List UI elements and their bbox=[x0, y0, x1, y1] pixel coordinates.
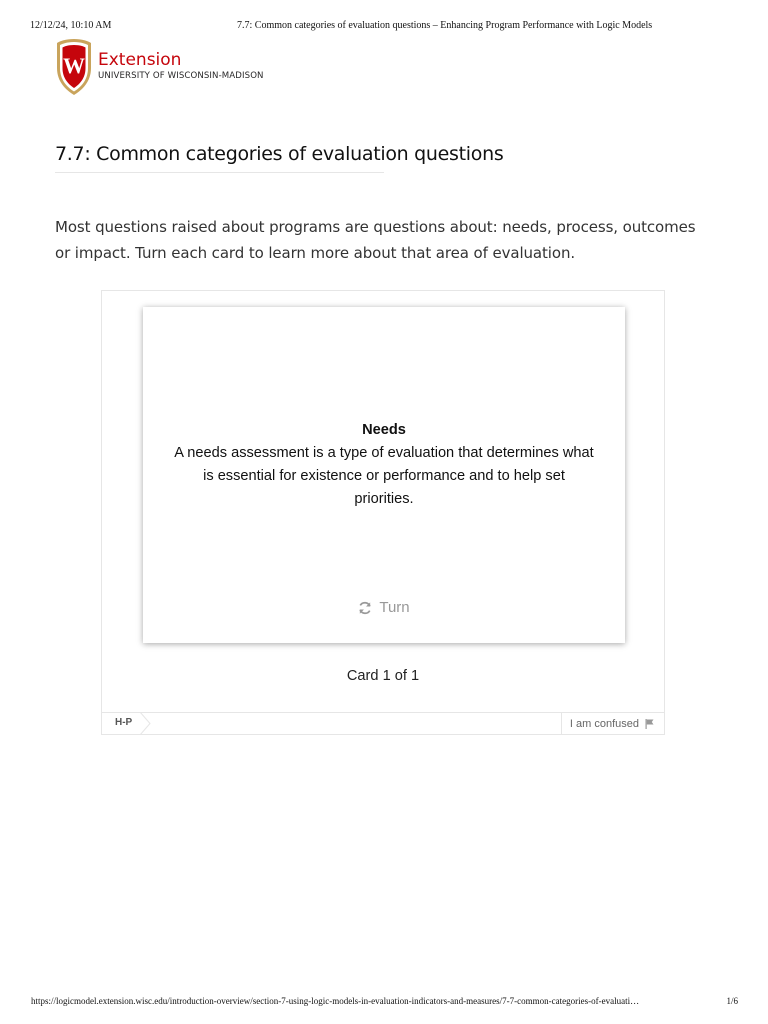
h5p-action-bar bbox=[102, 712, 664, 735]
uw-crest-icon bbox=[54, 38, 94, 96]
logo-university-text: UNIVERSITY OF WISCONSIN-MADISON bbox=[98, 71, 264, 81]
print-date: 12/12/24, 10:10 AM bbox=[30, 20, 112, 31]
turn-label: Turn bbox=[379, 599, 410, 616]
flag-icon bbox=[645, 719, 654, 729]
print-page-title: 7.7: Common categories of evaluation questions – Enhancing Program Performance with Logic Models bbox=[237, 20, 653, 31]
refresh-icon bbox=[358, 601, 372, 615]
intro-paragraph: Most questions raised about programs are questions about: needs, process, outcomes or impact. Turn each card to learn more about that area of evaluation. bbox=[55, 218, 696, 262]
flashcard-text: A needs assessment is a type of evaluation that determines what is essential for existence or performance and to help set priorities. bbox=[174, 445, 594, 507]
page-title: 7.7: Common categories of evaluation questions bbox=[55, 143, 504, 165]
flashcard[interactable] bbox=[143, 307, 625, 643]
card-counter: Card 1 of 1 bbox=[346, 668, 420, 684]
flashcard-content bbox=[143, 419, 625, 511]
chevron-right-icon bbox=[139, 712, 151, 735]
logo-extension-text: Extension bbox=[98, 50, 182, 70]
print-url: https://logicmodel.extension.wisc.edu/introduction-overview/section-7-using-logic-models-in-evaluation-indicators-and-measures/7-7-common-categories-of-evaluati… bbox=[31, 996, 640, 1006]
site-logo[interactable] bbox=[54, 38, 264, 96]
turn-button[interactable] bbox=[143, 599, 625, 616]
h5p-flashcard-widget bbox=[101, 290, 665, 735]
print-page-number: 1/6 bbox=[726, 996, 738, 1006]
flashcard-heading: Needs bbox=[362, 422, 406, 438]
h5p-logo[interactable]: H-P bbox=[115, 717, 133, 728]
crest-letter: W bbox=[63, 53, 85, 78]
confused-label: I am confused bbox=[569, 718, 639, 730]
i-am-confused-button[interactable] bbox=[561, 713, 664, 735]
title-divider bbox=[55, 172, 384, 173]
print-header bbox=[0, 0, 768, 40]
print-footer bbox=[0, 994, 768, 1024]
